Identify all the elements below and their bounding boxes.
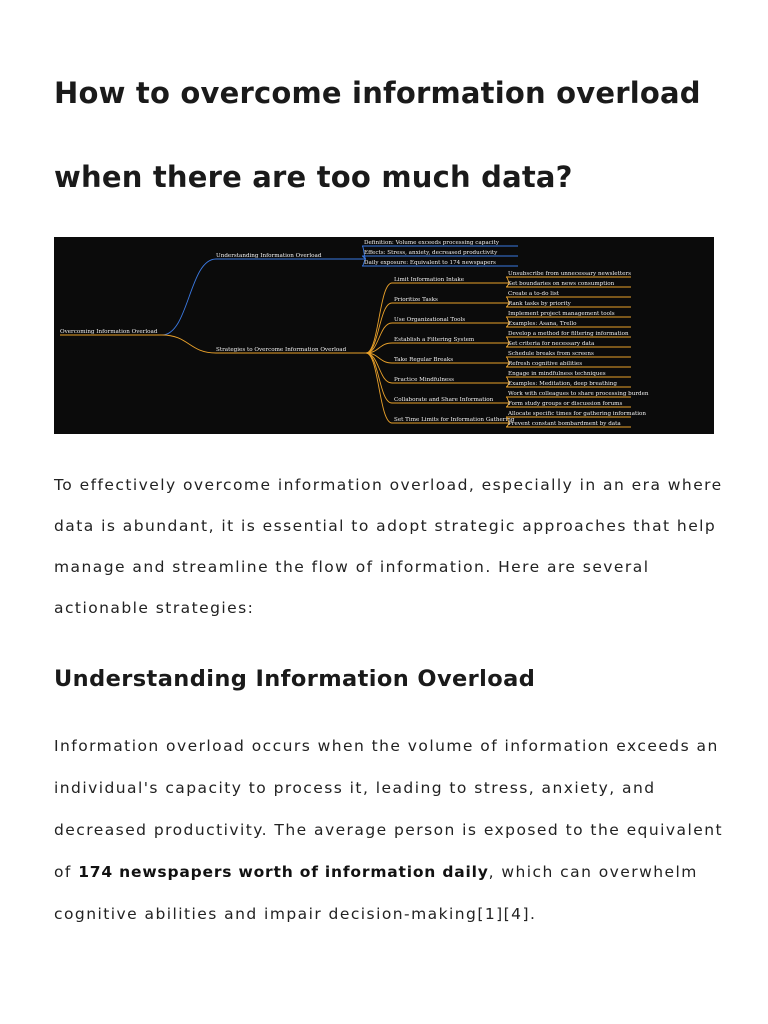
highlight-174-newspapers: 174 newspapers worth of information daily xyxy=(78,863,489,881)
page-title-line-2: when there are too much data? xyxy=(54,160,573,194)
mind-map-b1-leaf-3-0: Develop a method for filtering information xyxy=(508,331,629,337)
section-line-1: Information overload occurs when the volume of information exceeds an xyxy=(54,737,719,755)
mind-map-b0-leaf-1: Effects: Stress, anxiety, decreased productivity xyxy=(364,250,498,256)
mind-map-b1-leaf-0-0: Unsubscribe from unnecessary newsletters xyxy=(508,271,631,277)
mind-map-b0-leaf-2: Daily exposure: Equivalent to 174 newspapers xyxy=(364,260,496,266)
mind-map-b1-leaf-6-1: Form study groups or discussion forums xyxy=(508,401,623,407)
section-line-4-pre: of xyxy=(54,863,79,881)
page-title-line-1: How to overcome information overload xyxy=(54,76,701,110)
mind-map-b1-leaf-4-0: Schedule breaks from screens xyxy=(508,351,594,357)
mind-map-b1-leaf-6-0: Work with colleagues to share processing burden xyxy=(508,391,649,397)
mind-map-b1-leaf-1-0: Create a to-do list xyxy=(508,291,559,297)
mind-map-canvas xyxy=(54,237,714,434)
section-line-2: individual's capacity to process it, leading to stress, anxiety, and xyxy=(54,779,656,797)
mind-map-b0-leaf-0: Definition: Volume exceeds processing capacity xyxy=(364,240,499,246)
mind-map-b1-leaf-2-1: Examples: Asana, Trello xyxy=(508,321,577,327)
mind-map-b1-leaf-2-0: Implement project management tools xyxy=(508,311,615,317)
mind-map-b1-leaf-4-1: Refresh cognitive abilities xyxy=(508,361,583,367)
mind-map-edge-branch-0 xyxy=(162,259,216,335)
section-line-5: cognitive abilities and impair decision-making[1][4]. xyxy=(54,905,537,923)
intro-line-4: actionable strategies: xyxy=(54,599,255,617)
mind-map-b1-node-1: Prioritize Tasks xyxy=(394,297,438,303)
mind-map-b1-leaf-0-1: Set boundaries on news consumption xyxy=(508,281,615,287)
mind-map-b1-node-6: Collaborate and Share Information xyxy=(394,397,494,403)
intro-line-1: To effectively overcome information overload, especially in an era where xyxy=(54,476,723,494)
mind-map-b1-leaf-1-1: Rank tasks by priority xyxy=(508,301,571,307)
mind-map-edge-b1-1 xyxy=(366,303,392,353)
section-line-3: decreased productivity. The average person is exposed to the equivalent xyxy=(54,821,723,839)
mind-map-b1-leaf-5-1: Examples: Meditation, deep breathing xyxy=(508,381,617,387)
section-heading: Understanding Information Overload xyxy=(54,666,536,692)
mind-map-b1-node-2: Use Organizational Tools xyxy=(394,317,466,323)
mind-map-edge-b1-6 xyxy=(366,353,392,403)
section-line-4 xyxy=(54,863,714,881)
mind-map-branch-0: Understanding Information Overload xyxy=(216,253,322,259)
mind-map-b1-leaf-7-1: Prevent constant bombardment by data xyxy=(508,421,621,427)
mind-map-b1-node-4: Take Regular Breaks xyxy=(394,357,454,363)
mind-map-b1-node-7: Set Time Limits for Information Gathering xyxy=(394,417,515,423)
mind-map-b1-leaf-7-0: Allocate specific times for gathering information xyxy=(508,411,646,417)
mind-map-diagram xyxy=(54,237,714,434)
mind-map-b1-node-5: Practice Mindfulness xyxy=(394,377,454,383)
mind-map-root: Overcoming Information Overload xyxy=(60,329,158,335)
mind-map-branch-1: Strategies to Overcome Information Overload xyxy=(216,347,347,353)
mind-map-edge-b1-0 xyxy=(366,283,392,353)
mind-map-b1-node-0: Limit Information Intake xyxy=(394,277,465,283)
mind-map-b1-leaf-5-0: Engage in mindfulness techniques xyxy=(508,371,606,377)
mind-map-b1-node-3: Establish a Filtering System xyxy=(394,337,475,343)
intro-line-3: manage and streamline the flow of information. Here are several xyxy=(54,558,650,576)
intro-line-2: data is abundant, it is essential to adopt strategic approaches that help xyxy=(54,517,717,535)
mind-map-b1-leaf-3-1: Set criteria for necessary data xyxy=(508,341,595,347)
mind-map-edge-b1-7 xyxy=(366,353,392,423)
section-line-4-post: , which can overwhelm xyxy=(488,863,698,881)
mind-map-edge-branch-1 xyxy=(162,335,216,353)
